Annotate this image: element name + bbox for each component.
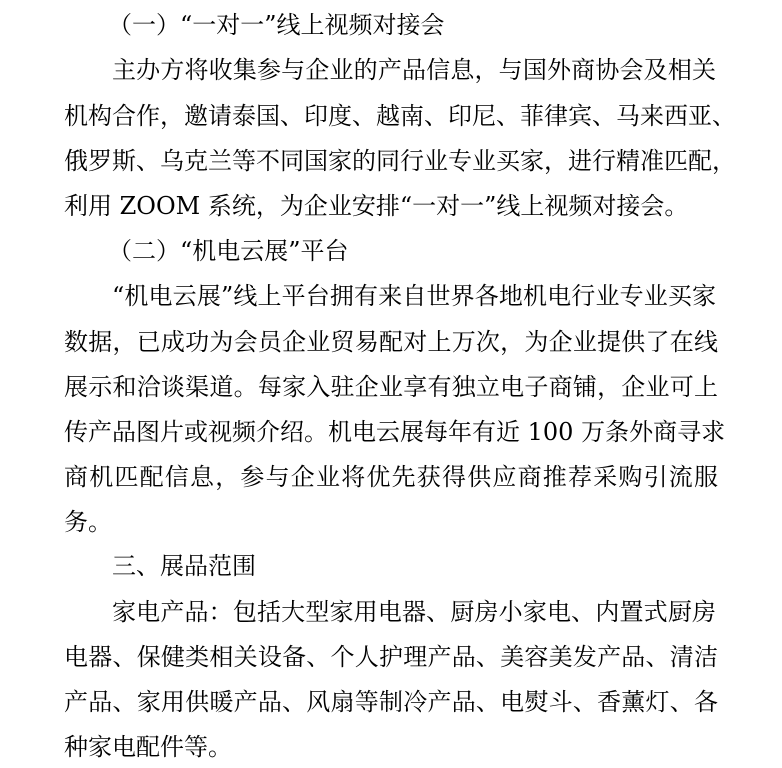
subheading-cloud-expo [0,231,782,271]
line-text: 传产品图片或视频介绍。机电云展每年有近 100 万条外商寻求 [64,418,726,446]
paragraph-line [0,50,782,90]
paragraph-line [0,276,782,316]
paragraph-line [0,682,782,722]
paragraph-line [0,502,782,542]
paragraph-line [0,367,782,407]
section-heading-exhibit-scope [0,546,782,586]
line-text: “机电云展”线上平台拥有来自世界各地机电行业专业买家 [112,282,716,310]
subheading-one-on-one [0,5,782,45]
line-text: 种家电配件等。 [64,733,232,761]
line-text: 利用 ZOOM 系统，为企业安排“一对一”线上视频对接会。 [64,192,689,220]
paragraph-line [0,141,782,181]
line-text: 务。 [64,508,112,536]
line-text: 产品、家用供暖产品、风扇等制冷产品、电熨斗、香薰灯、各 [64,688,718,716]
line-text: 主办方将收集参与企业的产品信息，与国外商协会及相关 [112,56,716,84]
line-text: 展示和洽谈渠道。每家入驻企业享有独立电子商铺，企业可上 [64,373,718,401]
paragraph-line [0,322,782,362]
line-text: 商机匹配信息，参与企业将优先获得供应商推荐采购引流服 [64,463,718,491]
paragraph-line [0,186,782,226]
line-text: 机构合作，邀请泰国、印度、越南、印尼、菲律宾、马来西亚、 [64,102,736,130]
paragraph-line [0,412,782,452]
paragraph-line [0,592,782,632]
line-text: 三、展品范围 [112,552,256,580]
paragraph-line [0,96,782,136]
paragraph-line [0,637,782,677]
line-text: （一）“一对一”线上视频对接会 [108,11,445,39]
paragraph-line [0,727,782,767]
line-text: 家电产品：包括大型家用电器、厨房小家电、内置式厨房 [112,598,716,626]
line-text: 俄罗斯、乌克兰等不同国家的同行业专业买家，进行精准匹配， [64,147,736,175]
paragraph-line [0,457,782,497]
line-text: 电器、保健类相关设备、个人护理产品、美容美发产品、清洁 [64,643,718,671]
line-text: （二）“机电云展”平台 [108,237,349,265]
line-text: 数据，已成功为会员企业贸易配对上万次，为企业提供了在线 [64,328,718,356]
